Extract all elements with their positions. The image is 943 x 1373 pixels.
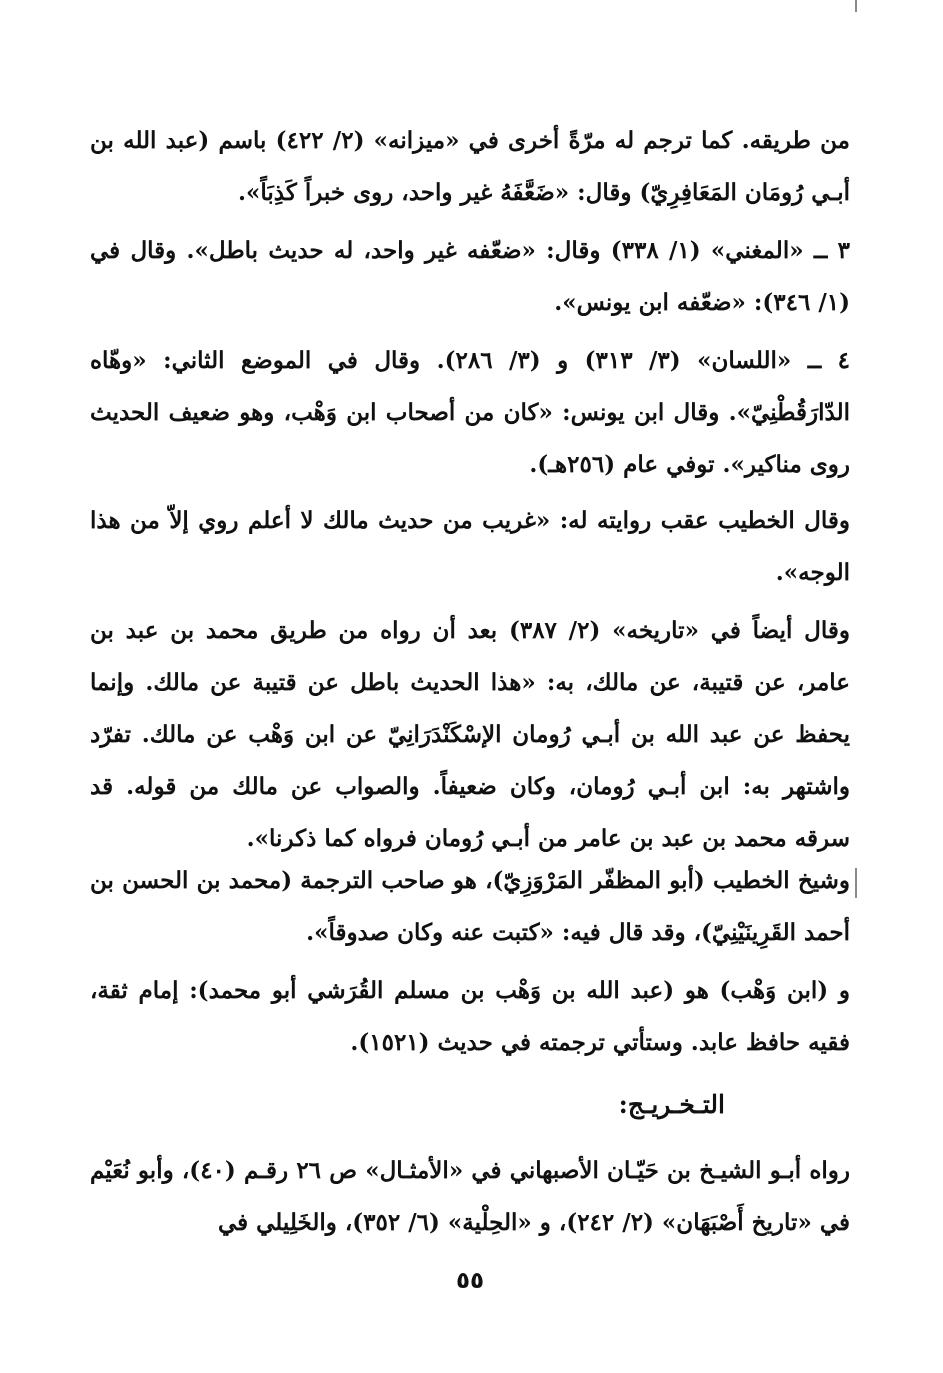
paragraph-text: وشيخ الخطيب (أبو المظفّر المَرْوَزِيّ)، هو صاحب الترجمة (محمد بن الحسن بن أحمد القَرِينَيْنِيّ)، وقد قال فيه: «كتبت عنه وكان صدوقاً». <box>90 867 850 946</box>
paragraph-khatib-comment <box>90 495 850 599</box>
paragraph-ibn-wahb <box>90 965 850 1069</box>
paragraph-text: و (ابن وَهْب) هو (عبد الله بن وَهْب بن مسلم القُرَشي أبو محمد): إمام ثقة، فقيه حافظ عابد. وستأتي ترجمته في حديث (١٥٢١). <box>90 977 850 1056</box>
paragraph-khatib-tarikh <box>90 605 850 865</box>
paragraph-text: رواه أبـو الشيـخ بن حَيّـان الأصبهاني في «الأمثـال» ص ٢٦ رقـم (٤٠)، وأبو نُعَيْم في «تاريخ أَصْبَهَان» (٢/ ٢٤٢)، و «الحِلْية» (٦/ ٣٥٢)، والخَلِيلي في <box>90 1157 850 1236</box>
paragraph-text: ٣ ــ «المغني» (١/ ٣٣٨) وقال: «ضعّفه غير واحد، له حديث باطل». وقال في (١/ ٣٤٦): «ضعّفه ابن يونس». <box>90 237 850 316</box>
paragraph-mizan <box>90 115 850 219</box>
paragraph-text: وقال أيضاً في «تاريخه» (٢/ ٣٨٧) بعد أن رواه من طريق محمد بن عبد بن عامر، عن قتيبة، عن مالك، به: «هذا الحديث باطل عن قتيبة عن مالك. وإنما يحفظ عن عبد الله بن أبـي رُومان الإسْكَنْدَرَانِيّ عن ابن وَهْب عن مالك. تفرّد واشتهر به: ابن أبـي رُومان، وكان ضعيفاً. والصواب عن مالك من قوله. قد سرقه محمد بن عبد بن عامر من أبـي رُومان فرواه كما ذكرنا». <box>90 617 850 852</box>
paragraph-khatib-shaykh <box>90 855 850 959</box>
page-number: ٥٥ <box>455 1268 485 1294</box>
paragraph-text: وقال الخطيب عقب روايته له: «غريب من حديث مالك لا أعلم روي إلاّ من هذا الوجه». <box>90 507 850 586</box>
scan-edge-mark <box>855 868 857 898</box>
paragraph-mughni <box>90 225 850 329</box>
paragraph-text: ٤ ــ «اللسان» (٣/ ٣١٣) و (٣/ ٢٨٦). وقال في الموضع الثاني: «وهّاه الدّارَقُطْنِيّ». وقال ابن يونس: «كان من أصحاب ابن وَهْب، وهو ضعيف الحديث روى مناكير». توفي عام (٢٥٦هـ). <box>90 347 850 478</box>
paragraph-text: من طريقه. كما ترجم له مرّةً أخرى في «ميزانه» (٢/ ٤٢٢) باسم (عبد الله بن أبـي رُومَان المَعَافِرِيّ) وقال: «ضَعَّفَهُ غير واحد، روى خبراً كَذِبَاً». <box>90 127 850 206</box>
paragraph-takhrij <box>90 1145 850 1249</box>
section-heading-takhrij: التـخـريـج: <box>618 1090 725 1119</box>
paragraph-lisan <box>90 335 850 491</box>
scan-edge-mark <box>855 0 857 12</box>
